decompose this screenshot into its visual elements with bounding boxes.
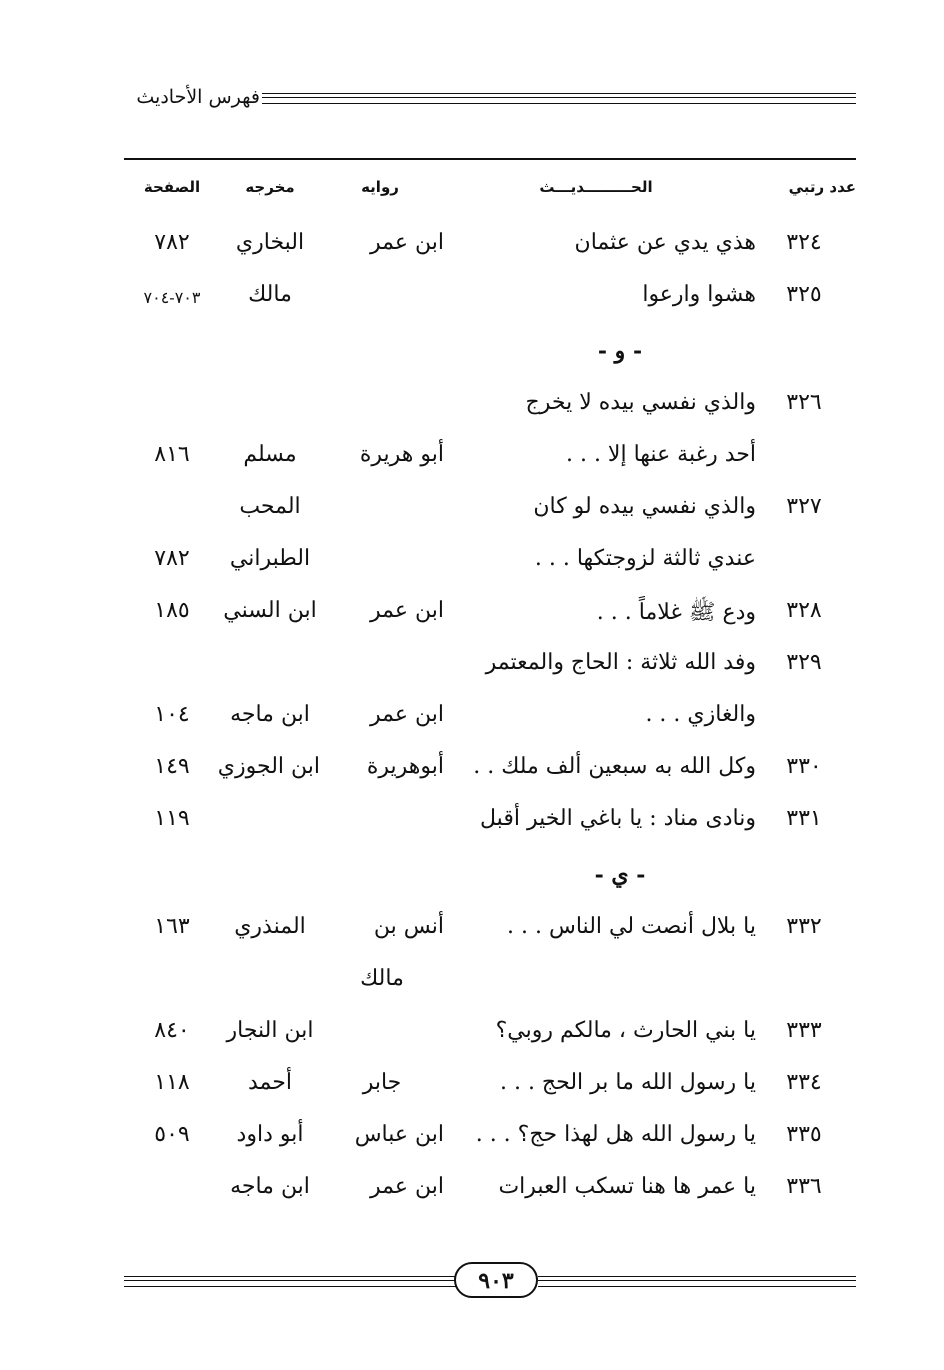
row-number: ٣٢٨ — [786, 598, 822, 623]
table-row — [124, 754, 856, 794]
table-row — [124, 442, 856, 482]
row-hadith: ونادى مناد : يا باغي الخير أقبل — [480, 806, 756, 831]
row-hadith: هذي يدي عن عثمان — [574, 230, 756, 255]
row-hadith: يا بني الحارث ، مالكم روبي؟ — [495, 1018, 756, 1043]
row-mukharrij: المحب — [239, 494, 301, 519]
row-page: ٧٠٣-٧٠٤ — [143, 288, 201, 307]
row-number: ٣٣٠ — [786, 754, 822, 779]
row-hadith: وفد الله ثلاثة : الحاج والمعتمر — [485, 650, 756, 675]
row-hadith: ودع ﷺ غلاماً . . . — [596, 600, 756, 625]
row-rawi: جابر — [362, 1070, 402, 1095]
row-page: ٧٨٢ — [154, 230, 190, 255]
row-number: ٣٢٥ — [786, 282, 822, 307]
row-hadith: والذي نفسي بيده لا يخرج — [525, 390, 756, 415]
row-mukharrij: ابن الجوزي — [217, 754, 320, 779]
row-rawi: ابن عمر — [370, 230, 444, 255]
table-row — [124, 1122, 856, 1162]
row-hadith: أحد رغبة عنها إلا . . . — [565, 442, 756, 467]
row-rawi: أبو هريرة — [359, 442, 444, 467]
table-row — [124, 1174, 856, 1214]
row-number: ٣٢٧ — [786, 494, 822, 519]
row-rawi: ابن عمر — [370, 598, 444, 623]
row-hadith: وكل الله به سبعين ألف ملك . . — [473, 754, 756, 779]
table-row — [124, 546, 856, 586]
row-number: ٣٣٥ — [786, 1122, 822, 1147]
row-mukharrij: أحمد — [248, 1070, 292, 1095]
row-rawi: أنس بن — [373, 914, 444, 939]
row-number: ٣٢٩ — [786, 650, 822, 675]
column-header-rawi: روايه — [361, 178, 399, 196]
row-page: ١١٨ — [154, 1070, 190, 1095]
row-hadith: يا رسول الله ما بر الحج . . . — [499, 1070, 756, 1095]
row-hadith: يا بلال أنصت لي الناس . . . — [507, 914, 756, 939]
row-page: ١٦٣ — [154, 914, 190, 939]
row-number: ٣٣٤ — [786, 1070, 822, 1095]
row-mukharrij: مسلم — [243, 442, 297, 467]
row-number: ٣٢٤ — [786, 230, 822, 255]
table-row — [124, 650, 856, 690]
row-mukharrij: مالك — [248, 282, 292, 307]
section-heading-waw: - و - — [597, 338, 643, 364]
table-row — [124, 702, 856, 742]
row-number: ٣٣١ — [786, 806, 822, 831]
row-rawi: ابن عمر — [370, 702, 444, 727]
row-mukharrij: ابن ماجه — [230, 1174, 310, 1199]
row-hadith: والذي نفسي بيده لو كان — [533, 494, 756, 519]
row-mukharrij: ابن النجار — [226, 1018, 314, 1043]
row-mukharrij: ابن السني — [223, 598, 317, 623]
row-page: ١٤٩ — [154, 754, 190, 779]
row-page: ٨١٦ — [154, 442, 190, 467]
table-row — [124, 806, 856, 846]
section-heading-ya: - ي - — [594, 862, 646, 888]
table-row — [124, 390, 856, 430]
row-number: ٣٣٦ — [786, 1174, 822, 1199]
table-row — [124, 282, 856, 322]
row-mukharrij: الطبراني — [229, 546, 311, 571]
row-page: ٨٤٠ — [154, 1018, 190, 1043]
footer-rule-left — [124, 1276, 456, 1287]
row-page: ١٠٤ — [154, 702, 190, 727]
header-title: فهرس الأحاديث — [136, 86, 260, 108]
table-top-rule — [124, 158, 856, 160]
table-row — [124, 1070, 856, 1110]
row-hadith: يا رسول الله هل لهذا حج؟ . . . — [475, 1122, 756, 1147]
row-page: ٥٠٩ — [154, 1122, 190, 1147]
row-hadith: هشوا وارعوا — [642, 282, 756, 307]
row-hadith: والغازي . . . — [645, 702, 756, 727]
table-row — [124, 1018, 856, 1058]
table-row — [124, 966, 856, 1006]
row-mukharrij: المنذري — [234, 914, 306, 939]
row-page: ٧٨٢ — [154, 546, 190, 571]
row-hadith: يا عمر ها هنا تسكب العبرات — [498, 1174, 756, 1199]
table-row — [124, 494, 856, 534]
row-mukharrij: أبو داود — [236, 1122, 304, 1147]
footer-rule-right — [538, 1276, 856, 1287]
row-number: ٣٢٦ — [786, 390, 822, 415]
table-row — [124, 914, 856, 954]
row-hadith: عندي ثالثة لزوجتكها . . . — [534, 546, 756, 571]
row-page: ١١٩ — [154, 806, 190, 831]
column-header-hadith: الحـــــــــديـــث — [539, 178, 653, 196]
row-number: ٣٣٣ — [786, 1018, 822, 1043]
row-page: ١٨٥ — [154, 598, 190, 623]
row-rawi: مالك — [360, 966, 404, 991]
column-header-mukharrij: مخرجه — [245, 178, 295, 196]
table-row — [124, 598, 856, 638]
row-rawi: ابن عمر — [370, 1174, 444, 1199]
row-rawi: ابن عباس — [354, 1122, 444, 1147]
row-mukharrij: البخاري — [235, 230, 305, 255]
row-number: ٣٣٢ — [786, 914, 822, 939]
row-rawi: أبوهريرة — [366, 754, 444, 779]
row-mukharrij: ابن ماجه — [230, 702, 310, 727]
column-header-number: عدد رتبي — [788, 178, 856, 196]
header-rule — [262, 93, 856, 104]
table-row — [124, 230, 856, 270]
page-number: ٩٠٣ — [454, 1262, 538, 1298]
column-header-page: الصفحة — [143, 178, 201, 196]
